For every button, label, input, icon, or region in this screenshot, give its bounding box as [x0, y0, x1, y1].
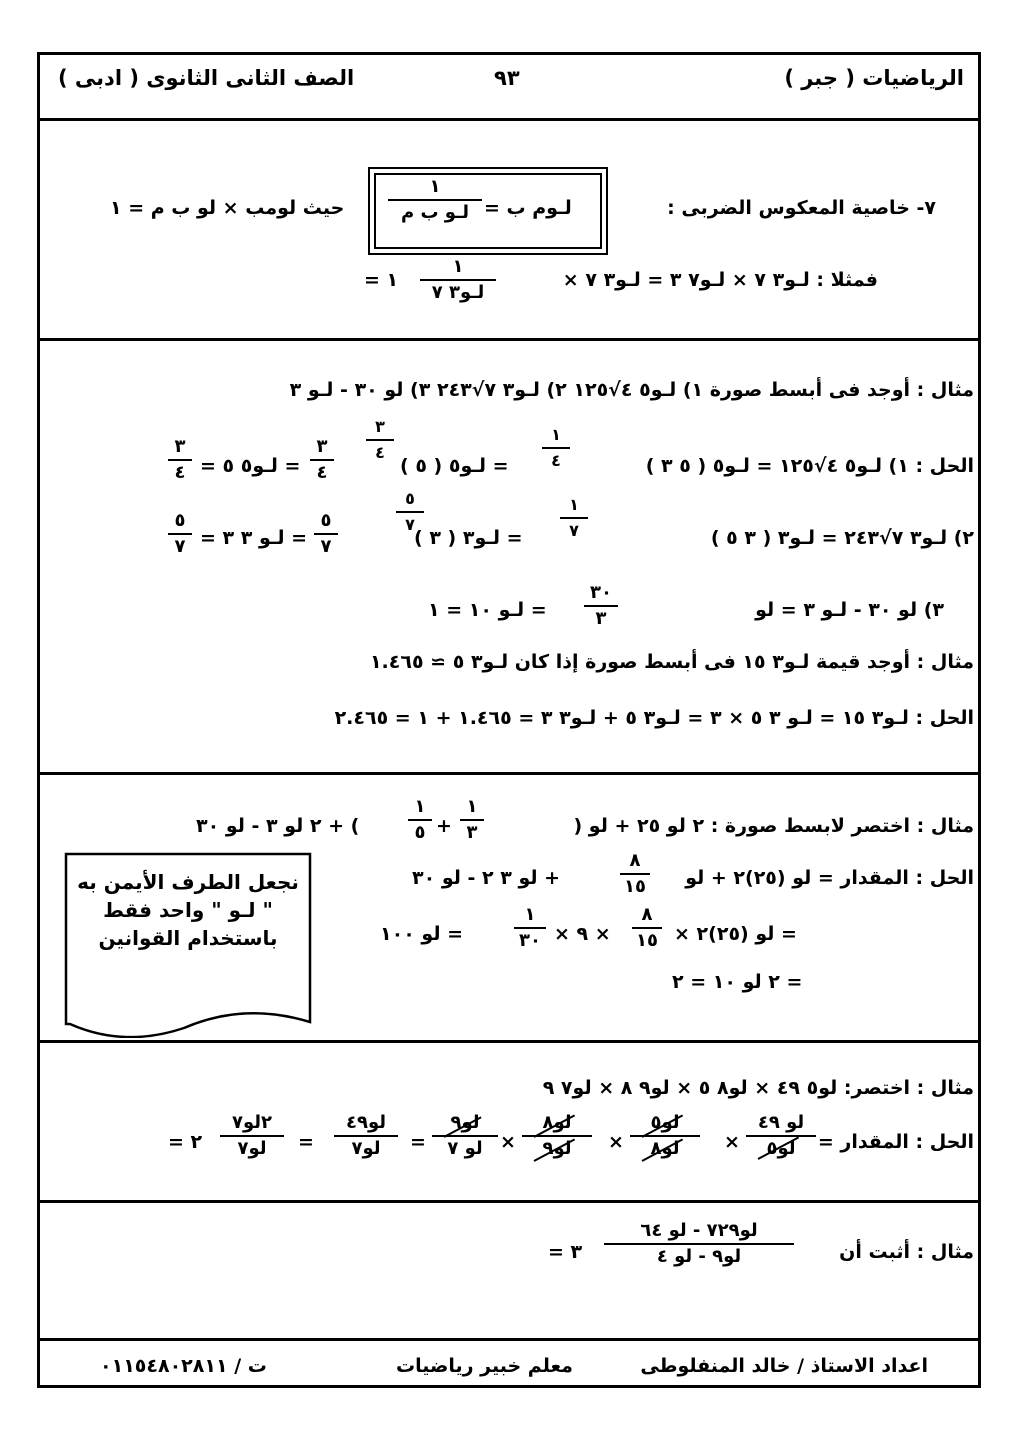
fraction-bar	[220, 1135, 284, 1137]
fraction-denominator: ٤	[316, 462, 328, 483]
formula-fraction	[388, 176, 482, 224]
fraction-denominator: لو٩ - لو ٤	[656, 1246, 742, 1267]
header-grade: الصف الثانى الثانوى ( ادبى )	[58, 66, 355, 90]
fraction-denominator: لو٨	[650, 1138, 680, 1159]
fraction-bar	[460, 819, 484, 821]
fraction-numerator: ١	[569, 495, 579, 514]
exponent-fraction	[542, 424, 570, 472]
plus-sign: +	[436, 815, 452, 837]
fraction-bar	[168, 533, 192, 535]
exponent-fraction	[396, 488, 424, 536]
fraction-numerator: ٨	[629, 850, 641, 871]
fraction-numerator: ١	[524, 904, 536, 925]
fraction-numerator: ١	[551, 425, 561, 444]
quotient-fraction	[584, 582, 618, 630]
divider	[40, 1338, 978, 1341]
fraction-numerator: ١	[452, 256, 464, 277]
example4-result: = ٢	[168, 1131, 203, 1153]
term-fraction	[432, 1112, 498, 1160]
divider	[40, 338, 978, 341]
fraction-bar	[746, 1135, 816, 1137]
example-prefix: فمثلا : لـو٣ ٧ × لـو٧ ٣ = لـو٣ ٧ ×	[562, 269, 878, 291]
term-fraction	[746, 1112, 816, 1160]
example1-statement: مثال : أوجد فى أبسط صورة ١) لـو٥ ٤√١٢٥ ٢) لـو٣ ٧√٢٤٣ ٣) لو ٣٠ - لـو ٣	[289, 379, 974, 401]
divider	[40, 1040, 978, 1043]
fraction-bar	[310, 459, 334, 461]
exponent-fraction	[366, 416, 394, 464]
formula-lhs: لـوم ب =	[484, 197, 572, 219]
example3-statement-a: مثال : اختصر لابسط صورة : ٢ لو ٢٥ + لو (	[573, 815, 974, 837]
fraction-numerator: ١	[466, 796, 478, 817]
fraction-numerator: لو٧٢٩ - لو ٦٤	[640, 1220, 758, 1241]
fraction-numerator: لو٨	[542, 1112, 572, 1133]
coefficient-fraction	[310, 436, 334, 484]
fraction-bar	[168, 459, 192, 461]
fraction-denominator: ٧	[569, 521, 579, 540]
example3-line3: = ٢ لو ١٠ = ٢	[672, 971, 803, 993]
fraction-denominator: ٤	[375, 443, 385, 462]
example3-line2-b: = لو ١٠٠	[380, 923, 463, 945]
fraction-bar	[604, 1243, 794, 1245]
fraction-numerator: ٢لو٧	[231, 1112, 273, 1133]
fraction-bar	[366, 439, 394, 441]
property-title: ٧- خاصية المعكوس الضربى :	[667, 197, 936, 219]
times-sign: ×	[724, 1131, 740, 1153]
divider	[40, 1200, 978, 1203]
times-sign: ×	[500, 1131, 516, 1153]
fraction-numerator: لو٥	[650, 1112, 680, 1133]
fraction-denominator: ١٥	[624, 876, 646, 897]
fraction-bar	[560, 517, 588, 519]
fraction-numerator: لو٩	[450, 1112, 480, 1133]
example3-line1-a: الحل : المقدار = لو (٢٥)٢ + لو	[685, 867, 974, 889]
fraction-denominator: ٣	[595, 608, 607, 629]
fraction-denominator: ٥	[414, 822, 426, 843]
exponent-fraction	[560, 494, 588, 542]
fraction-denominator: ١٥	[636, 930, 658, 951]
note-text: نجعل الطرف الأيمن به " لـو " واحد فقط باستخدام القوانين	[77, 870, 299, 950]
fraction-denominator: لـو ب م	[400, 202, 469, 223]
divider	[40, 118, 978, 121]
equals-sign: =	[298, 1131, 314, 1153]
example3-statement-b: ) + ٢ لو ٣ - لو ٣٠	[196, 815, 360, 837]
fraction-denominator: لو٥	[766, 1138, 796, 1159]
coefficient-fraction	[314, 510, 338, 558]
fraction-denominator: ٣	[466, 822, 478, 843]
fraction-eight-fifteenths	[620, 850, 650, 898]
example-fraction	[420, 256, 496, 304]
example4-statement: مثال : اختصر: لو٥ ٤٩ × لو٨ ٥ × لو٩ ٨ × لو٧ ٩	[542, 1077, 974, 1099]
fraction-one-third	[460, 796, 484, 844]
footer-role: معلم خبير رياضيات	[396, 1355, 573, 1377]
callout-note	[64, 852, 312, 1038]
example1-solution2-b: = لـو٣ ( ٣ )	[414, 527, 523, 549]
footer-author: اعداد الاستاذ / خالد المنفلوطى	[640, 1355, 928, 1377]
fraction-denominator: ٣٠	[519, 930, 541, 951]
fraction-eight-fifteenths	[632, 904, 662, 952]
fraction-bar	[334, 1135, 398, 1137]
header-subject: الرياضيات ( جبر )	[784, 66, 964, 90]
example3-line2-a: = لو (٢٥)٢ ×	[674, 923, 797, 945]
divider	[40, 772, 978, 775]
fraction-denominator: لو٩	[542, 1138, 572, 1159]
example1-solution3-b: = لـو ١٠ = ١	[428, 599, 547, 621]
example1-solution2-c: = لـو ٣ ٣ =	[200, 527, 308, 549]
example3-line2-mid: × ٩ ×	[554, 923, 611, 945]
fraction-numerator: ٣	[316, 436, 328, 457]
fraction-denominator: ٧	[174, 536, 186, 557]
equals-sign: =	[410, 1131, 426, 1153]
fraction-bar	[388, 199, 482, 201]
result-fraction	[168, 436, 192, 484]
example1-solution3: ٣) لو ٣٠ - لـو ٣ = لو	[755, 599, 944, 621]
example2-statement: مثال : أوجد قيمة لـو٣ ١٥ فى أبسط صورة إذا كان لـو٣ ٥ ≃ ١.٤٦٥	[369, 651, 974, 673]
fraction-numerator: ٣٠	[590, 582, 612, 603]
fraction-numerator: ١	[429, 176, 441, 197]
fraction-numerator: ٥	[320, 510, 332, 531]
fraction-numerator: ٨	[641, 904, 653, 925]
times-sign: ×	[608, 1131, 624, 1153]
result-fraction	[168, 510, 192, 558]
fraction-one-thirtieth	[514, 904, 546, 952]
fraction-bar	[420, 279, 496, 281]
example5-statement: مثال : أثبت أن	[839, 1241, 974, 1263]
proof-fraction	[604, 1220, 794, 1268]
fraction-denominator: ٧	[320, 536, 332, 557]
example1-solution1-c: = لـو٥ ٥ =	[200, 455, 301, 477]
formula-condition: حيث لومب × لو ب م = ١	[110, 197, 345, 219]
fraction-denominator: لو٧	[351, 1138, 381, 1159]
fraction-denominator: لـو٣ ٧	[431, 282, 485, 303]
fraction-bar	[632, 927, 662, 929]
fraction-numerator: لو ٤٩	[757, 1112, 805, 1133]
fraction-bar	[620, 873, 650, 875]
example-result: = ١	[364, 269, 399, 291]
fraction-bar	[314, 533, 338, 535]
fraction-numerator: ٥	[405, 489, 415, 508]
fraction-numerator: ٣	[375, 417, 385, 436]
page-number: ٩٣	[494, 66, 520, 90]
fraction-one-fifth	[408, 796, 432, 844]
example1-solution2: ٢) لـو٣ ٧√٢٤٣ = لـو٣ ( ٣ ٥ )	[710, 527, 974, 549]
fraction-denominator: لو ٧	[447, 1138, 483, 1159]
example1-solution1: الحل : ١) لـو٥ ٤√١٢٥ = لـو٥ ( ٥ ٣ )	[645, 455, 974, 477]
fraction-denominator: ٧	[405, 515, 415, 534]
fraction-bar	[396, 511, 424, 513]
fraction-bar	[408, 819, 432, 821]
fraction-bar	[584, 605, 618, 607]
fraction-denominator: ٤	[174, 462, 186, 483]
fraction-bar	[514, 927, 546, 929]
fraction-bar	[432, 1135, 498, 1137]
fraction-numerator: ٥	[174, 510, 186, 531]
fraction-numerator: لو٤٩	[345, 1112, 387, 1133]
example1-solution1-b: = لـو٥ ( ٥ )	[400, 455, 509, 477]
fraction-numerator: ١	[414, 796, 426, 817]
fraction-denominator: لو٧	[237, 1138, 267, 1159]
example3-line1-b: + لو ٣ ٢ - لو ٣٠	[412, 867, 561, 889]
example5-result: = ٣	[548, 1241, 583, 1263]
fraction-bar	[542, 447, 570, 449]
example2-solution: الحل : لـو٣ ١٥ = لـو ٣ ٥ × ٣ = لـو٣ ٥ + لـو٣ ٣ = ١.٤٦٥ + ١ = ٢.٤٦٥	[334, 707, 974, 729]
example4-label: الحل : المقدار =	[817, 1131, 974, 1153]
fraction-denominator: ٤	[551, 451, 561, 470]
term-fraction	[220, 1112, 284, 1160]
footer-phone: ت / ٠١١٥٤٨٠٢٨١١	[100, 1355, 267, 1377]
term-fraction	[334, 1112, 398, 1160]
fraction-numerator: ٣	[174, 436, 186, 457]
